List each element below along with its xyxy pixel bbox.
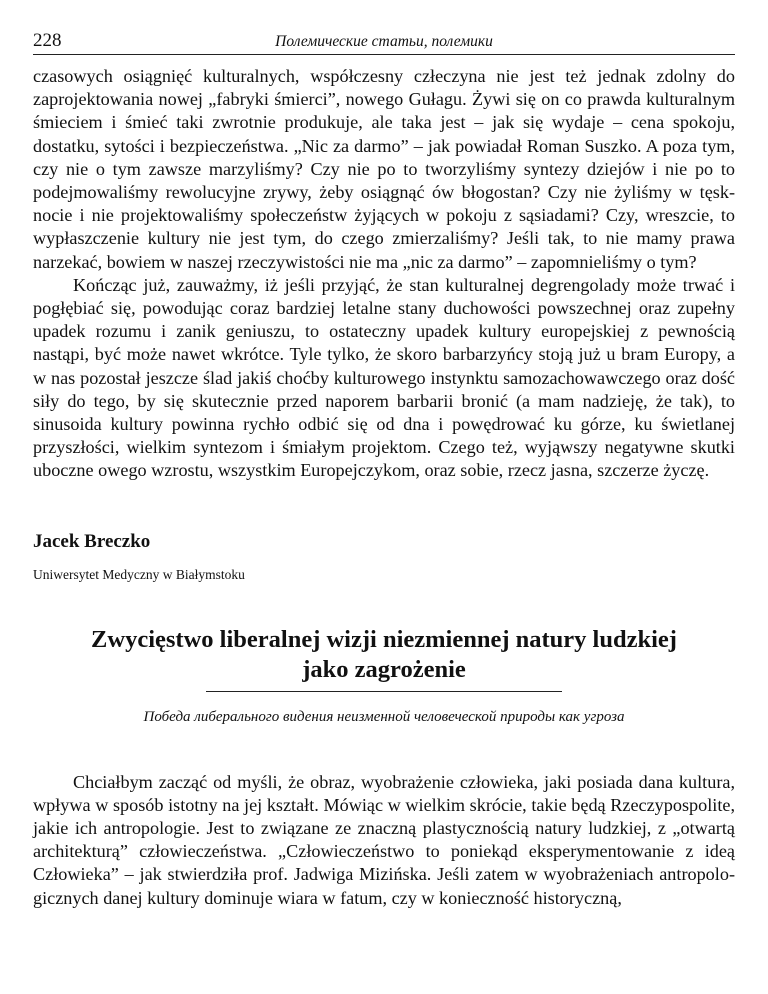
running-title: Полемические статьи, полемики [275, 33, 493, 50]
article-title-russian: Победа либерального видения неизменной человеческой природы как угроза [143, 708, 625, 725]
article-title-line: jako zagrożenie [302, 655, 466, 683]
running-header [33, 28, 735, 55]
author-affiliation: Uniwersytet Medyczny w Białymstoku [33, 566, 245, 582]
paragraph: czasowych osiągnięć kulturalnych, współczesny człeczyna nie jest też jednak zdolny do zaprojektowania nowej „fabryki śmierci”, nowego Gułagu. Żywi się on co prawda kulturalnym śmieciem i śmieć taki zwrotnie produkuje, ale taka jest – jak się wydaje – cena spokoju, dostatku, sytości i bezpieczeństwa. „Nic za darmo” – jak powiadał Roman Suszko. A poza tym, czy nie o tym zawsze marzyliśmy? Czy nie po to tworzyliśmy syntezy dziejów i nie po to podejmowaliśmy rewolucyjne zrywy, żeby osiągnąć ów błogostan? Czy nie żyliśmy w tęsknocie i nie projektowaliśmy społeczeństw żyjących w pokoju z sąsiadami? Czy, wreszcie, to wypłaszczenie kultury nie jest tym, do czego zmierzaliśmy? Jeśli tak, to nie mamy prawa narzekać, bowiem w naszej rzeczywistości nie ma „nic za darmo” – zapomnieliśmy o tym? [33, 66, 735, 272]
article-author: Jacek Breczko [33, 530, 151, 552]
paragraph: Kończąc już, zauważmy, iż jeśli przyjąć, że stan kulturalnej degrengolady może trwać i pogłębiać się, powodując coraz bardziej letalne stany duchowości powszechnej oraz zupełny upadek rozumu i zanik geniuszu, to ostateczny upadek kultury europejskiej z pewnością nastąpi, być może nawet wkrótce. Tyle tylko, że skoro barbarzyńcy stoją już u bram Europy, a w nas pozostał jeszcze ślad jakiś choćby kulturowego instynktu samozachowawczego oraz dość siły do tego, by się skutecznie przed naporem barbarii bronić (a mam nadzieję, że tak), to sinusoida kultury powinna rychło odbić się od dna i powędrować ku górze, ku świetlanej przyszłości, wielkim syntezom i śmiałym projektom. Czego też, wyjąwszy negatywne skutki uboczne owego wzrostu, wszystkim Europejczykom, oraz sobie, rzecz jasna, szczerze życzę. [33, 274, 735, 481]
article-body [33, 771, 735, 910]
article-title [33, 625, 735, 685]
previous-article-ending [33, 65, 735, 483]
paragraph: Chciałbym zacząć od myśli, że obraz, wyobrażenie człowieka, jaki posiada dana kultura, wpływa w sposób istotny na jej kształt. Mówiąc w wielkim skrócie, takie będą Rzeczypospolite, jakie ich antropologie. Jest to związane ze znaczną plastycznością natury ludzkiej, z „otwartą architekturą” człowieczeństwa. „Człowieczeństwo to poniekąd eksperymentowanie z ideą Człowieka” – jak stwierdziła prof. Jadwiga Mizińska. Jeśli zatem w wyobrażeniach antropologicznych danej kultury dominuje wiara w fatum, czy w konieczność historyczną, [33, 771, 735, 908]
page-number: 228 [33, 30, 62, 51]
title-divider [206, 691, 562, 692]
article-title-line: Zwycięstwo liberalnej wizji niezmiennej natury ludzkiej [91, 625, 677, 653]
book-page [33, 28, 735, 910]
